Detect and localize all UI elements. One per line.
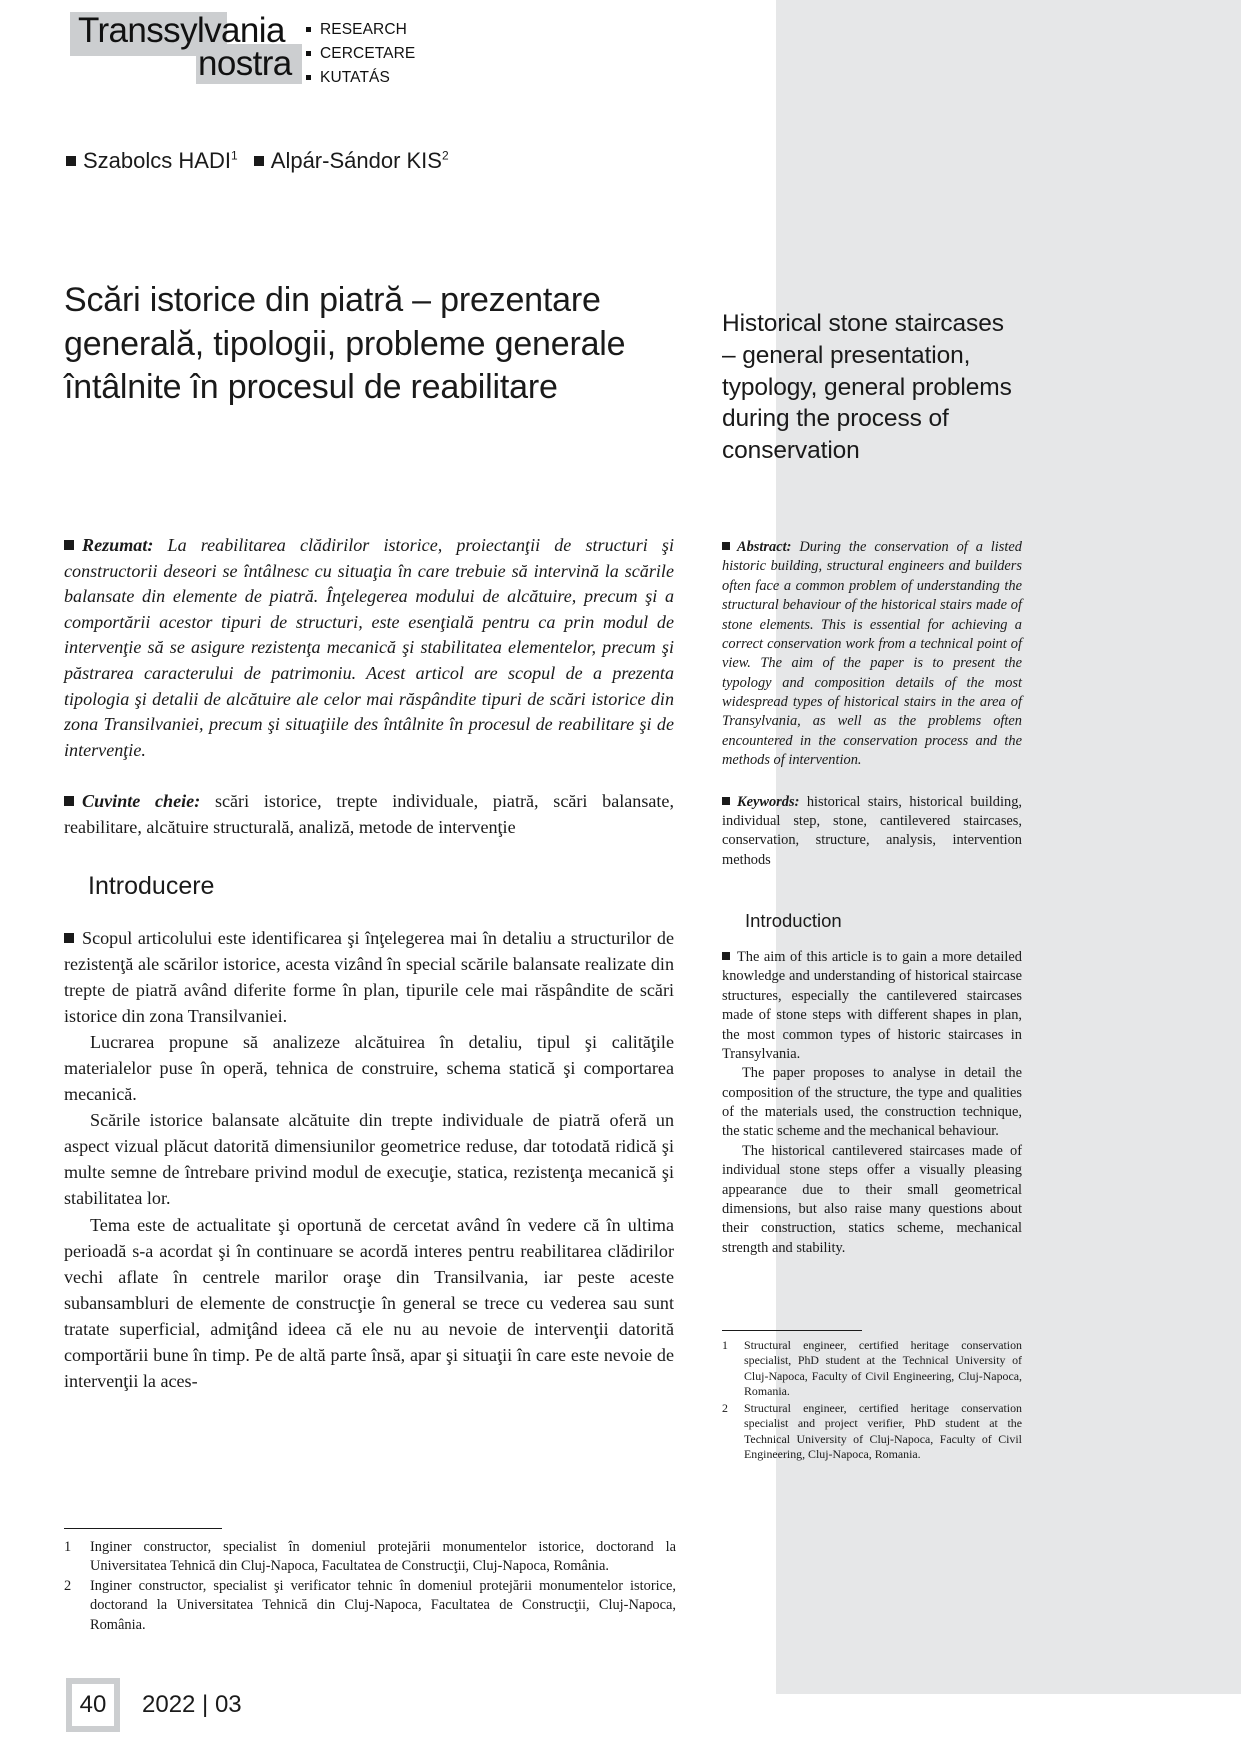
author-name-1: Szabolcs HADI: [83, 148, 231, 173]
footnote-number: 2: [722, 1400, 728, 1415]
body-text-romanian: [64, 925, 674, 1394]
abstract-english: [722, 538, 1022, 771]
romanian-column: [64, 533, 674, 841]
bullet-square-icon: [254, 156, 264, 166]
paragraph: Lucrarea propune să analizeze alcătuirea în detaliu, tipul şi calităţile materialelor puse în operă, tehnica de construire, schema statică şi comportarea mecanică.: [64, 1032, 674, 1105]
paragraph: Scările istorice balansate alcătuite din trepte individuale de piatră oferă un aspect vizual plăcut datorită dimensiunilor geometrice reduse, dar totodată ridică şi multe semne de întrebare privind modul de execuţie, statica, rezistenţa mecanică şi stabilitatea lor.: [64, 1110, 674, 1209]
author-name-2: Alpár-Sándor KIS: [270, 148, 442, 173]
keywords-label-english: Keywords:: [737, 793, 800, 810]
paragraph-text: Scopul articolului este identificarea şi înţelegerea mai în detaliu a structurilor de rezistenţă ale scărilor istorice, acesta vizând în special scările balansate realizate din trepte de piatră având diferite forme în plan, tipurile cele mai răspândite de scări istorice din zona Transilvaniei.: [64, 928, 674, 1027]
footnote-text: Inginer constructor, specialist în domeniul protejării monumentelor istorice, doctorand la Universitatea Tehnică din Cluj-Napoca, Facultatea de Construcţii, Cluj-Napoca, România.: [90, 1539, 676, 1575]
footnote-separator-rule: [722, 1330, 862, 1331]
footnotes-english: [722, 1330, 1022, 1464]
page-title-english: Historical stone staircases – general presentation, typology, general problems during the process of conservation: [722, 310, 1012, 464]
paragraph: Tema este de actualitate şi oportună de cercetat având în vedere că în ultima perioadă s-a acordat şi în continuare se acordă interes pentru reabilitarea clădirilor vechi aflate în centrele marilor oraşe din Transilvania, iar peste aceste subansambluri de elemente de construcţie în general se trece cu vederea sau sunt tratate superficial, admiţând ideea că ele nu au nevoie de intervenţii datorită comportării bune în timp. Pe de altă parte însă, apar şi situaţii în care este nevoie de intervenţii la aces-: [64, 1214, 674, 1391]
footnote-number: 1: [722, 1338, 728, 1352]
footnote-item: [64, 1538, 676, 1576]
page-number: 40: [66, 1678, 120, 1732]
masthead-item-research: [306, 20, 415, 40]
footnote-text: Structural engineer, certified heritage conservation specialist, PhD student at the Technical University of Cluj-Napoca, Faculty of Civil Engineering, Cluj-Napoca, Romania.: [744, 1338, 1022, 1399]
bullet-square-icon: [722, 797, 730, 805]
footnote-item: [722, 1401, 1022, 1463]
keywords-label-romanian: Cuvinte cheie:: [82, 791, 201, 812]
body-text-english: [722, 948, 1022, 1258]
bullet-square-icon: [64, 796, 74, 806]
journal-logo: [70, 8, 302, 86]
abstract-label-english: Abstract:: [737, 539, 792, 555]
journal-masthead: [70, 8, 710, 86]
author-byline: [66, 148, 449, 174]
keywords-text-romanian: scări istorice, trepte individuale, piatră, scări balansate, reabilitare, alcătuire structurală, analiză, metode de intervenţie: [64, 791, 674, 837]
footnote-item: [64, 1577, 676, 1634]
section-heading-romanian: Introducere: [88, 872, 215, 900]
bullet-square-icon: [64, 933, 74, 943]
bullet-square-icon: [64, 540, 74, 550]
masthead-item-label: CERCETARE: [320, 44, 416, 62]
bullet-square-icon: [306, 27, 311, 32]
paragraph: [64, 925, 674, 1029]
masthead-item-kutatas: [306, 68, 415, 88]
author-footnote-ref-1: 1: [230, 148, 238, 163]
logo-word-transsylvania: Transsylvania: [78, 11, 285, 50]
masthead-item-label: RESEARCH: [320, 21, 407, 38]
logo-word-nostra: nostra: [198, 44, 292, 83]
bullet-square-icon: [66, 156, 76, 166]
keywords-text-english: historical stairs, historical building, individual step, stone, cantilevered staircases, conservation, structure, analysis, intervention methods: [722, 793, 1022, 868]
footnotes-romanian: [64, 1528, 676, 1636]
bullet-square-icon: [722, 952, 730, 960]
masthead-item-cercetare: [306, 44, 415, 64]
keywords-romanian: [64, 789, 674, 840]
footnote-number: 2: [64, 1578, 72, 1595]
bullet-square-icon: [722, 542, 730, 550]
footnote-item: [722, 1338, 1022, 1400]
abstract-romanian: [64, 533, 674, 763]
paragraph: [722, 948, 1022, 1064]
footnote-text: Structural engineer, certified heritage conservation specialist and project verifier, PhD student at the Technical University of Cluj-Napoca, Faculty of Civil Engineering, Cluj-Napoca, Romania.: [744, 1400, 1022, 1462]
author-footnote-ref-2: 2: [441, 148, 449, 163]
masthead-item-label: KUTATÁS: [320, 68, 390, 86]
bullet-square-icon: [306, 51, 311, 56]
keywords-english: [722, 793, 1022, 871]
paragraph: The historical cantilevered staircases made of individual stone steps offer a visually pleasing appearance due to their small geometrical dimensions, but also raise many questions about their construction, statics scheme, mechanical strength and stability.: [722, 1142, 1022, 1256]
footnote-separator-rule: [64, 1528, 222, 1529]
abstract-text-english: During the conservation of a listed historic building, structural engineers and builders often face a common problem of understanding the structural behaviour of the historical stairs made of stone elements. This is essential for achieving a correct conservation work from a technical point of view. The aim of the paper is to present the typology and composition details of the most widespread types of historical stairs in the area of Transylvania, as well as the problems often encountered in the conservation process and the methods of intervention.: [722, 539, 1022, 769]
abstract-text-romanian: La reabilitarea clădirilor istorice, proiectanţii de structuri şi constructorii deseori se întâlnesc cu situaţia în care trebuie să intervină la scările balansate din elemente de piatră. Înţelegerea modului de alcătuire, precum şi a comportării acestor tipuri de structuri, este esenţială pentru ca prin modul de intervenţie să se asigure rezistenţa mecanică şi stabilitatea elementelor, precum şi păstrarea caracterului de patrimoniu. Acest articol are scopul de a prezenta tipologia şi detalii de alcătuire ale celor mai răspândite tipuri de scări istorice din zona Transilvaniei, precum şi situaţiile des întâlnite în procesul de reabilitare şi de intervenţie.: [64, 535, 674, 760]
page-title-romanian: Scări istorice din piatră – prezentare generală, tipologii, probleme generale întâlnite în procesul de reabilitare: [64, 280, 626, 407]
paragraph-text: The aim of this article is to gain a more detailed knowledge and understanding of historical staircase structures, especially the cantilevered staircases made of stone steps with different shapes in plan, the most common types of historic staircases in Transylvania.: [722, 949, 1022, 1062]
section-heading-english: Introduction: [745, 910, 842, 931]
english-column: [722, 538, 1022, 870]
bullet-square-icon: [306, 75, 311, 80]
abstract-label-romanian: Rezumat:: [82, 535, 154, 555]
footnote-text: Inginer constructor, specialist şi verificator tehnic în domeniul protejării monumentelor istorice, doctorand la Universitatea Tehnică din Cluj-Napoca, Facultatea de Construcţii, Cluj-Napoca, România.: [90, 1578, 676, 1633]
issue-label: 2022 | 03: [142, 1691, 242, 1718]
footnote-number: 1: [64, 1539, 72, 1555]
paragraph: The paper proposes to analyse in detail the composition of the structure, the type and qualities of the materials used, the construction technique, the static scheme and the mechanical behaviour.: [722, 1065, 1022, 1140]
page-footer: [66, 1678, 242, 1732]
masthead-language-list: [306, 20, 415, 91]
